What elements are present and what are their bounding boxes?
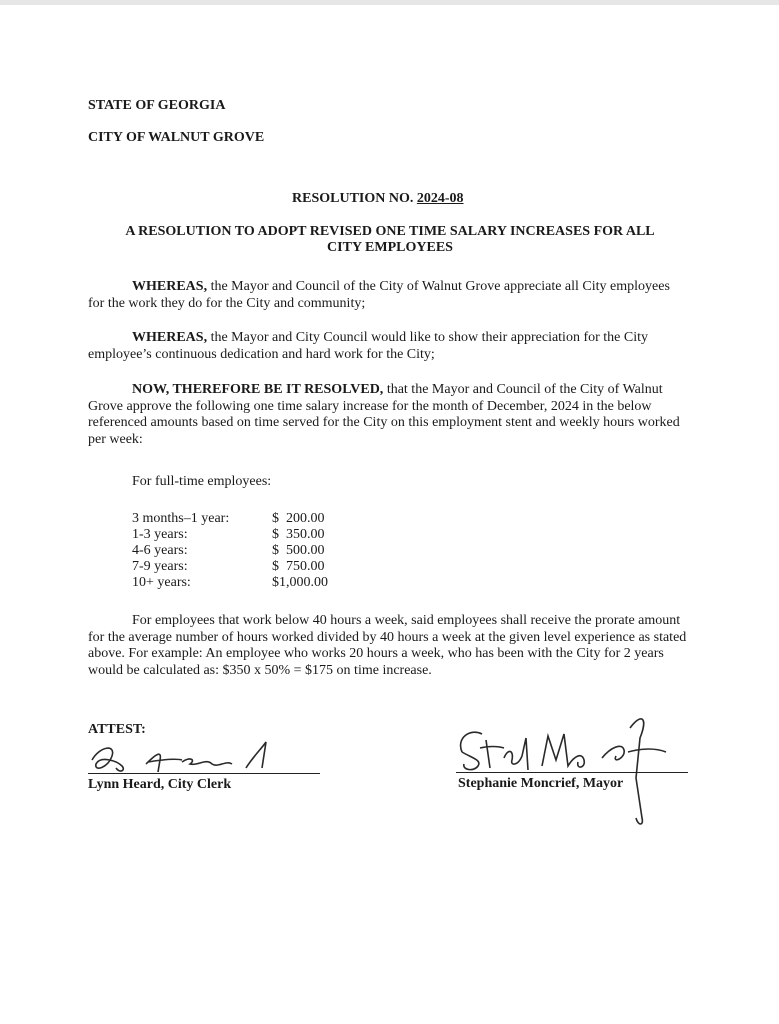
whereas-lead-1: WHEREAS, xyxy=(132,279,208,294)
fulltime-label: For full-time employees: xyxy=(132,474,272,489)
salary-period: 7-9 years: xyxy=(132,559,188,574)
salary-amount: $ 750.00 xyxy=(272,559,325,574)
mayor-signature xyxy=(452,708,692,828)
mayor-signature-line xyxy=(456,772,688,773)
table-row xyxy=(132,511,328,527)
resolved-text: that the Mayor and Council of the City of Walnut Grove approve the following one time salary increase for the month of December, 2024 in the below referenced amounts based on time served for the City on this employment stent and weekly hours worked per week: xyxy=(88,382,680,447)
salary-amount: $ 200.00 xyxy=(272,511,325,526)
table-row xyxy=(132,575,328,591)
parttime-paragraph: For employees that work below 40 hours a week, said employees shall receive the prorate amount for the average number of hours worked divided by 40 hours a week at the given level experience as stated above. For example: An employee who works 20 hours a week, who has been with the City for 2 years would be calculated as: $350 x 50% = $175 on time increase. xyxy=(88,613,687,678)
whereas-paragraph-2 xyxy=(88,330,688,363)
scan-edge xyxy=(0,0,779,5)
resolution-title-line1: A RESOLUTION TO ADOPT REVISED ONE TIME SALARY INCREASES FOR ALL xyxy=(125,224,655,239)
salary-amount: $ 350.00 xyxy=(272,527,325,542)
resolution-label: RESOLUTION NO. xyxy=(292,191,417,206)
resolution-number-heading xyxy=(292,191,464,207)
city-heading: CITY OF WALNUT GROVE xyxy=(88,130,265,145)
clerk-signature xyxy=(86,738,276,778)
resolved-paragraph xyxy=(88,382,688,448)
state-heading: STATE OF GEORGIA xyxy=(88,98,226,113)
clerk-signature-line xyxy=(88,773,320,774)
resolved-lead: NOW, THEREFORE BE IT RESOLVED, xyxy=(132,382,384,397)
salary-amount: $1,000.00 xyxy=(272,575,328,590)
whereas-text-1: the Mayor and Council of the City of Walnut Grove appreciate all City employees for the work they do for the City and community; xyxy=(88,279,670,311)
salary-period: 3 months–1 year: xyxy=(132,511,230,526)
salary-table xyxy=(132,511,328,591)
whereas-paragraph-1 xyxy=(88,279,688,312)
attest-label: ATTEST: xyxy=(88,722,146,737)
resolution-title-line2: CITY EMPLOYEES xyxy=(327,240,453,255)
table-row xyxy=(132,527,328,543)
table-row xyxy=(132,559,328,575)
resolution-title xyxy=(70,224,710,256)
salary-amount: $ 500.00 xyxy=(272,543,325,558)
salary-period: 1-3 years: xyxy=(132,527,188,542)
whereas-text-2: the Mayor and City Council would like to show their appreciation for the City employee’s continuous dedication and hard work for the City; xyxy=(88,330,648,362)
salary-period: 10+ years: xyxy=(132,575,191,590)
resolution-number: 2024-08 xyxy=(416,191,464,206)
whereas-lead-2: WHEREAS, xyxy=(132,330,208,345)
table-row xyxy=(132,543,328,559)
clerk-name: Lynn Heard, City Clerk xyxy=(88,777,232,792)
salary-period: 4-6 years: xyxy=(132,543,188,558)
mayor-name: Stephanie Moncrief, Mayor xyxy=(458,776,624,791)
